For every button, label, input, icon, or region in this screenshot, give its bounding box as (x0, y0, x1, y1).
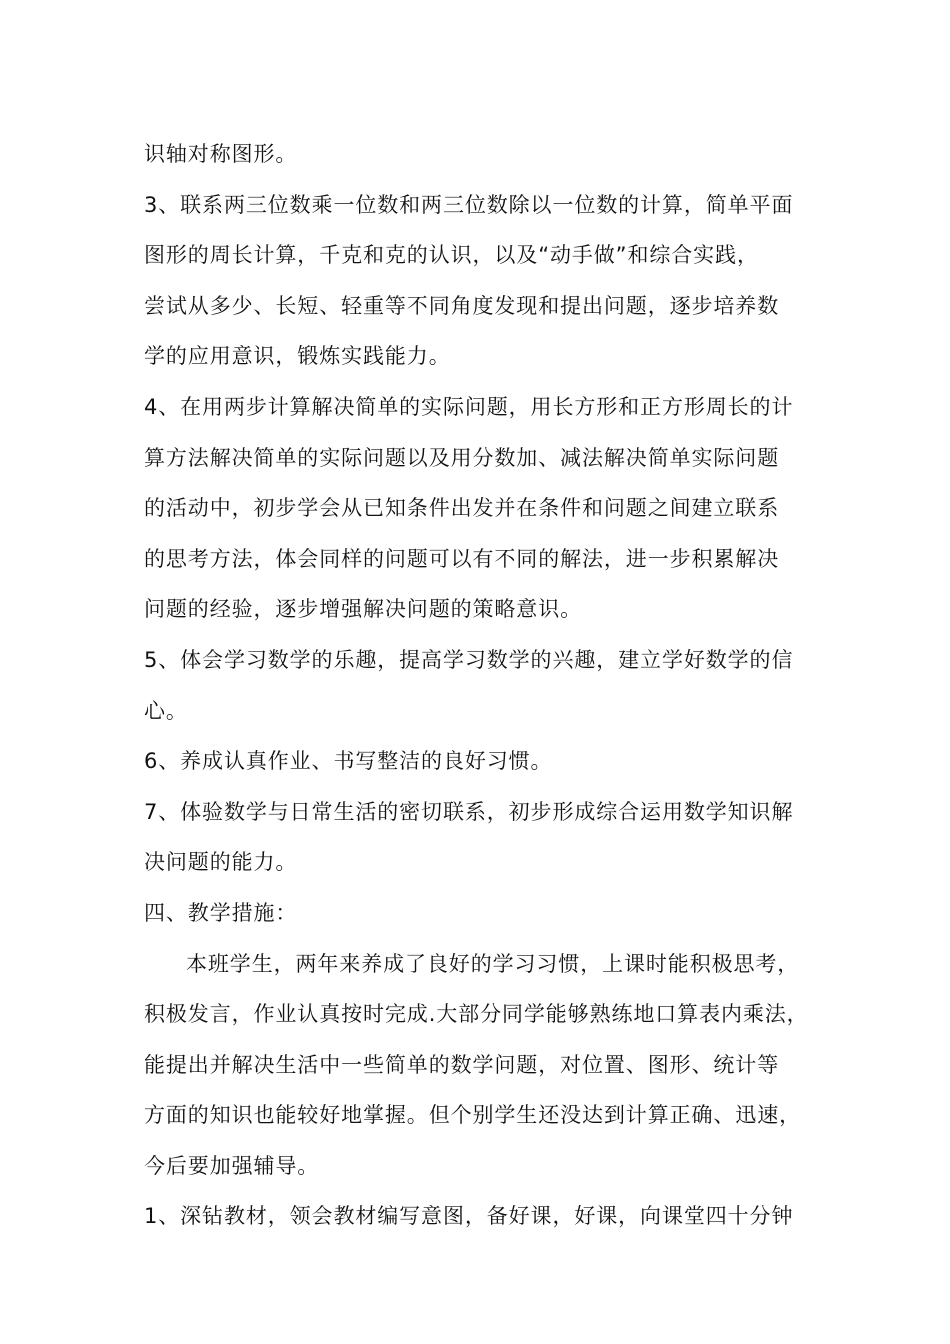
text-line: 能提出并解决生活中一些简单的数学问题，对位置、图形、统计等 (144, 1052, 780, 1077)
text-line: 的思考方法，体会同样的问题可以有不同的解法，进一步积累解决 (144, 546, 780, 571)
paragraph-first-line: 本班学生，两年来养成了良好的学习习惯，上课时能积极思考， (186, 951, 800, 976)
text-line: 的活动中，初步学会从已知条件出发并在条件和问题之间建立联系 (144, 496, 780, 521)
text-line: 3、联系两三位数乘一位数和两三位数除以一位数的计算，简单平面 (144, 192, 794, 217)
text-line: 问题的经验，逐步增强解决问题的策略意识。 (144, 597, 582, 622)
text-line: 积极发言，作业认真按时完成.大部分同学能够熟练地口算表内乘法， (144, 1002, 809, 1027)
text-line: 6、养成认真作业、书写整洁的良好习惯。 (144, 749, 553, 774)
body-text (144, 129, 812, 1242)
text-line: 算方法解决简单的实际问题以及用分数加、减法解决简单实际问题 (144, 445, 780, 470)
text-line: 1、深钻教材，领会教材编写意图，备好课，好课，向课堂四十分钟 (144, 1204, 794, 1229)
text-line: 识轴对称图形。 (144, 142, 298, 166)
text-line: 决问题的能力。 (144, 850, 298, 875)
text-line: 7、体验数学与日常生活的密切联系，初步形成综合运用数学知识解 (144, 799, 794, 824)
text-line: 图形的周长计算，千克和克的认识，以及“动手做”和综合实践， (144, 243, 759, 268)
text-line: 心。 (144, 698, 188, 723)
text-line: 今后要加强辅导。 (144, 1153, 320, 1178)
text-line: 学的应用意识，锻炼实践能力。 (144, 344, 451, 369)
section-heading: 四、教学措施： (144, 900, 298, 925)
text-line: 尝试从多少、长短、轻重等不同角度发现和提出问题，逐步培养数 (144, 293, 780, 318)
text-line: 方面的知识也能较好地掌握。但个别学生还没达到计算正确、迅速， (144, 1103, 801, 1128)
text-line: 4、在用两步计算解决简单的实际问题，用长方形和正方形周长的计 (144, 394, 794, 419)
text-line: 5、体会学习数学的乐趣，提高学习数学的兴趣，建立学好数学的信 (144, 647, 794, 672)
